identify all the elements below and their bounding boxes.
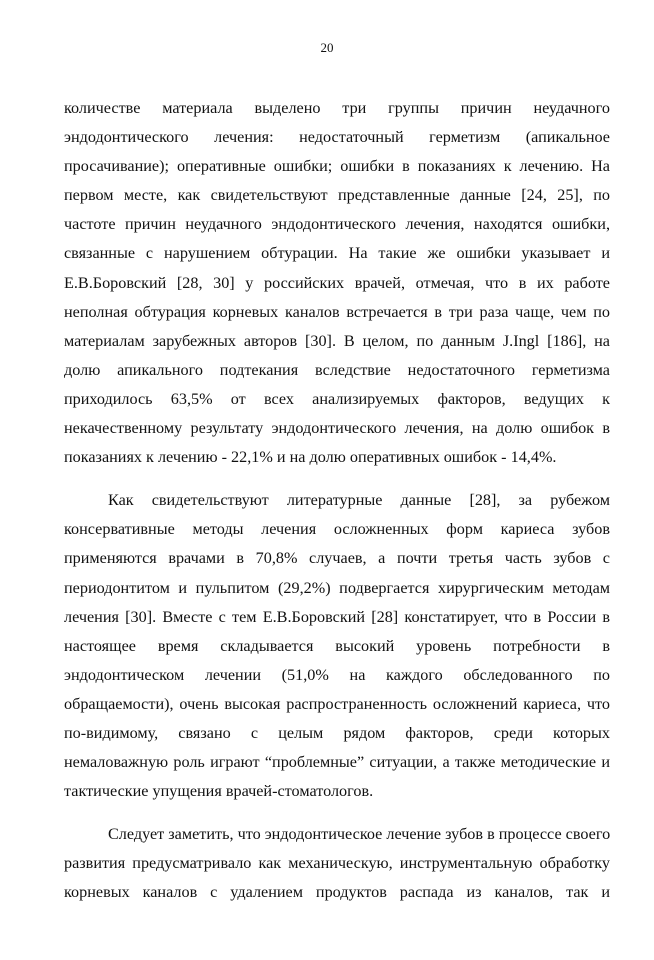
text-line: Е.В.Боровский [28, 30] у российских врачей, отмечая, что в их работе bbox=[64, 273, 610, 292]
paragraph-spacer bbox=[64, 472, 610, 486]
text-line: материалам зарубежных авторов [30]. В целом, по данным J.Ingl [186], на bbox=[64, 331, 610, 350]
text-line: развития предусматривало как механическую, инструментальную обработку bbox=[64, 854, 610, 873]
text-line: эндодонтическом лечении (51,0% на каждого обследованного по bbox=[64, 665, 610, 684]
text-line: консервативные методы лечения осложненных форм кариеса зубов bbox=[64, 520, 610, 539]
text-line: долю апикального подтекания вследствие недостаточного герметизма bbox=[64, 360, 610, 379]
text-line: Как свидетельствуют литературные данные [28], за рубежом bbox=[108, 491, 610, 510]
paragraph-1 bbox=[64, 94, 610, 472]
text-line: показаниях к лечению - 22,1% и на долю оперативных ошибок - 14,4%. bbox=[64, 448, 557, 467]
page-number: 20 bbox=[320, 40, 334, 55]
text-line: обращаемости), очень высокая распространенность осложнений кариеса, что bbox=[64, 694, 610, 713]
text-line: частоте причин неудачного эндодонтического лечения, находятся ошибки, bbox=[64, 215, 610, 234]
text-line: настоящее время складывается высокий уровень потребности в bbox=[64, 636, 610, 655]
text-line: немаловажную роль играют “проблемные” ситуации, а также методические и bbox=[64, 753, 610, 772]
text-line: корневых каналов с удалением продуктов распада из каналов, так и bbox=[64, 883, 610, 902]
text-line: некачественному результату эндодонтического лечения, на долю ошибок в bbox=[64, 419, 610, 438]
text-line: периодонтитом и пульпитом (29,2%) подвергается хирургическим методам bbox=[64, 578, 610, 597]
paragraph-3 bbox=[64, 820, 610, 907]
text-line: просачивание); оперативные ошибки; ошибки в показаниях к лечению. На bbox=[64, 157, 610, 176]
text-line: количестве материала выделено три группы причин неудачного bbox=[64, 99, 610, 117]
paragraph-spacer bbox=[64, 806, 610, 820]
text-line: Следует заметить, что эндодонтическое лечение зубов в процессе своего bbox=[108, 825, 611, 844]
text-line: приходилось 63,5% от всех анализируемых факторов, ведущих к bbox=[64, 389, 610, 408]
text-line: лечения [30]. Вместе с тем Е.В.Боровский [28] констатирует, что в России в bbox=[64, 607, 610, 626]
text-line: эндодонтического лечения: недостаточный герметизм (апикальное bbox=[64, 128, 610, 147]
text-line: тактические упущения врачей-стоматологов. bbox=[64, 782, 374, 801]
text-line: применяются врачами в 70,8% случаев, а почти третья часть зубов с bbox=[64, 549, 610, 568]
text-line: связанные с нарушением обтурации. На такие же ошибки указывает и bbox=[64, 244, 610, 263]
text-line: первом месте, как свидетельствуют представленные данные [24, 25], по bbox=[64, 186, 610, 205]
text-body bbox=[64, 94, 610, 908]
text-line: по-видимому, связано с целым рядом факторов, среди которых bbox=[64, 723, 610, 742]
text-line: неполная обтурация корневых каналов встречается в три раза чаще, чем по bbox=[64, 302, 610, 321]
paragraph-2 bbox=[64, 486, 610, 806]
